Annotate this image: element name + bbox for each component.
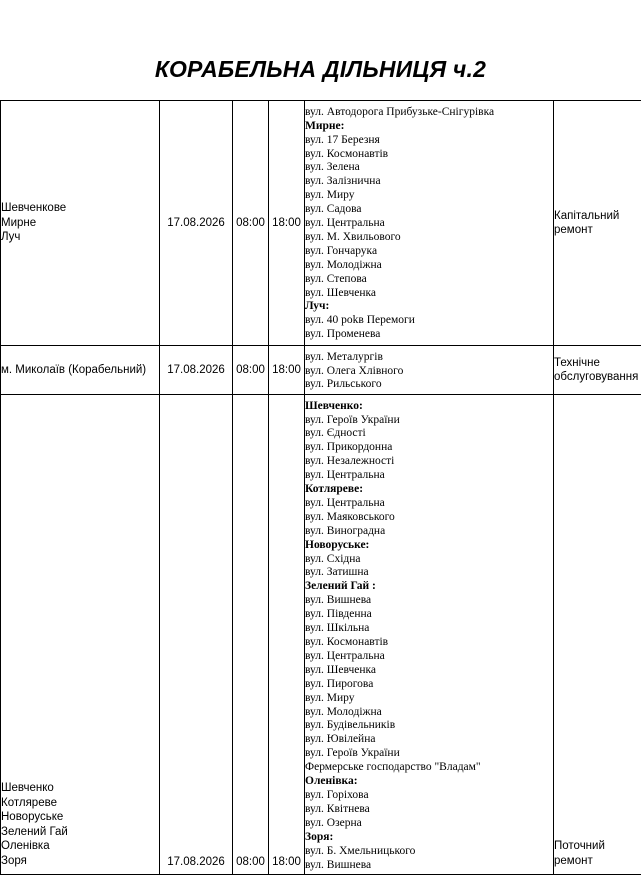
time-from: 08:00: [236, 217, 265, 229]
street-name: вул. 40 роkв Перемоги: [305, 314, 415, 327]
street-group-header: Новоруське:: [305, 538, 370, 551]
street-name: Фермерське господарство "Владам": [305, 761, 481, 774]
street-name: вул. Маяковського: [305, 510, 395, 523]
table-row: [1, 395, 641, 875]
street-name: вул. Східна: [305, 552, 361, 565]
street-name: вул. Космонавтів: [305, 147, 389, 160]
time-from: 08:00: [236, 364, 265, 376]
street-name: вул. Молодіжна: [305, 705, 382, 718]
street-name: вул. Б. Хмельницького: [305, 844, 416, 857]
time-from: 08:00: [236, 856, 265, 868]
time-to: 18:00: [272, 856, 301, 868]
street-name: вул. Незалежності: [305, 455, 395, 468]
street-name: вул. Виноградна: [305, 524, 386, 537]
street-name: вул. Променева: [305, 328, 381, 341]
date-cell: [160, 395, 233, 875]
streets-cell: [305, 395, 554, 875]
work-type-text: обслуговування: [554, 371, 639, 383]
street-name: вул. Південна: [305, 608, 372, 621]
street-name: вул. Квітнева: [305, 802, 370, 815]
locality-name: Мирне: [1, 216, 37, 229]
locality-name: м. Миколаїв (Корабельний): [1, 363, 147, 376]
street-name: вул. Горіхова: [305, 788, 369, 801]
street-name: вул. Шевченка: [305, 663, 377, 676]
time-to-cell: [269, 395, 305, 875]
locality-name: Шевченкове: [1, 202, 67, 215]
street-group-header: Луч:: [305, 300, 330, 313]
street-name: вул. Пирогова: [305, 677, 374, 690]
locality-name: Луч: [1, 231, 21, 244]
street-name: вул. Ювілейна: [305, 733, 376, 746]
work-type-text: Капітальний: [554, 209, 620, 222]
locality-name: Котляреве: [1, 796, 57, 809]
work-type-cell: [554, 346, 641, 395]
localities-cell: [1, 101, 160, 346]
time-from-cell: [233, 395, 269, 875]
street-name: вул. Вишнева: [305, 594, 372, 607]
locality-name: Шевченко: [1, 782, 54, 794]
street-name: вул. Миру: [305, 189, 355, 202]
work-type-text: ремонт: [554, 224, 593, 236]
street-name: вул. Вишнева: [305, 858, 372, 871]
work-type-text: ремонт: [554, 854, 593, 867]
locality-name: Новоруське: [1, 811, 64, 823]
street-name: вул. Космонавтів: [305, 636, 389, 648]
street-name: вул. Автодорога Прибузьке-Снігурівка: [305, 105, 495, 118]
street-name: вул. Гончарука: [305, 244, 378, 257]
street-name: вул. Центральна: [305, 217, 385, 230]
street-name: вул. Садова: [305, 203, 362, 216]
localities-cell: [1, 346, 160, 395]
time-to-cell: [269, 101, 305, 346]
street-name: вул. 17 Березня: [305, 133, 380, 146]
street-group-header: Шевченко:: [305, 399, 363, 412]
outage-date: 17.08.2026: [167, 364, 225, 376]
table-row: [1, 346, 641, 395]
streets-cell: [305, 101, 554, 346]
locality-name: Оленівка: [1, 840, 50, 852]
outage-schedule-table: [0, 100, 641, 875]
street-group-header: Зелений Гай :: [305, 580, 376, 593]
localities-cell: [1, 395, 160, 875]
street-name: вул. М. Хвильового: [305, 230, 401, 243]
street-name: вул. Будівельників: [305, 719, 396, 732]
outage-date: 17.08.2026: [167, 856, 225, 868]
street-name: вул. Степова: [305, 272, 367, 285]
time-to: 18:00: [272, 217, 301, 229]
street-name: вул. Молодіжна: [305, 258, 382, 271]
streets-cell: [305, 346, 554, 395]
street-name: вул. Прикордонна: [305, 441, 393, 454]
outage-date: 17.08.2026: [167, 217, 225, 229]
street-name: вул. Шкільна: [305, 622, 370, 635]
locality-name: Зоря: [1, 854, 27, 867]
page-title: КОРАБЕЛЬНА ДІЛЬНИЦЯ ч.2: [154, 56, 487, 82]
street-name: вул. Єдності: [305, 427, 366, 440]
street-name: вул. Залізнична: [305, 175, 381, 188]
time-from-cell: [233, 346, 269, 395]
street-group-header: Оленівка:: [305, 775, 358, 788]
street-name: вул. Миру: [305, 691, 355, 704]
street-group-header: Зоря:: [305, 830, 334, 843]
street-name: вул. Центральна: [305, 496, 385, 509]
street-name: вул. Затишна: [305, 566, 369, 579]
street-name: вул. Металургів: [305, 350, 383, 363]
work-type-text: Поточний: [554, 840, 605, 852]
work-type-cell: [554, 395, 641, 875]
time-from-cell: [233, 101, 269, 346]
work-type-text: Технічне: [554, 356, 600, 369]
table-row: [1, 101, 641, 346]
street-name: вул. Героїв України: [305, 413, 400, 426]
street-name: вул. Центральна: [305, 649, 385, 662]
street-name: вул. Озерна: [305, 816, 362, 829]
street-name: вул. Героїв України: [305, 747, 400, 760]
time-to-cell: [269, 346, 305, 395]
street-name: вул. Олега Хлівного: [305, 364, 404, 377]
street-name: вул. Шевченка: [305, 286, 377, 299]
time-to: 18:00: [272, 364, 301, 376]
street-name: вул. Рильського: [305, 378, 382, 391]
street-name: вул. Центральна: [305, 469, 385, 482]
street-group-header: Мирне:: [305, 119, 345, 132]
table-body: [1, 101, 641, 875]
locality-name: Зелений Гай: [1, 825, 68, 838]
street-group-header: Котляреве:: [305, 483, 364, 496]
work-type-cell: [554, 101, 641, 346]
date-cell: [160, 346, 233, 395]
street-name: вул. Зелена: [305, 161, 360, 174]
date-cell: [160, 101, 233, 346]
